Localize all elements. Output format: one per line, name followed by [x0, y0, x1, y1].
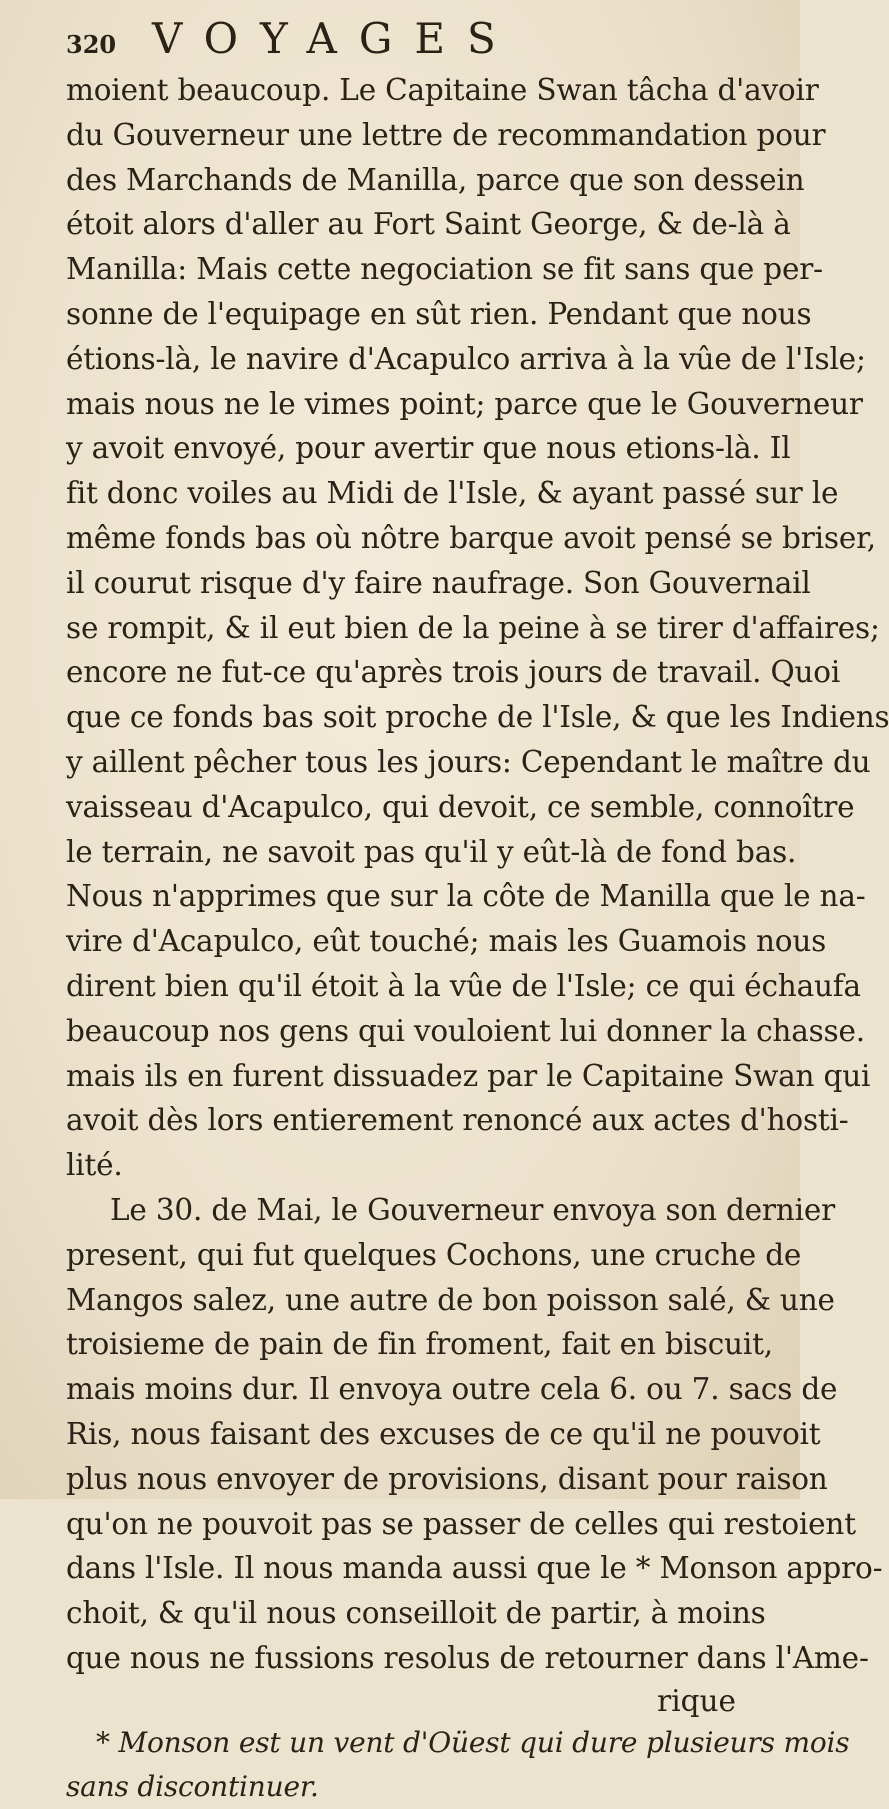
text-line: * Monson est un vent d'Oüest qui dure plusieurs mois — [96, 1725, 850, 1759]
text-line: vaisseau d'Acapulco, qui devoit, ce semble, connoître — [66, 789, 855, 824]
catchword: rique — [657, 1683, 736, 1718]
text-line: se rompit, & il eut bien de la peine à se tirer d'affaires; — [66, 610, 880, 645]
text-line: choit, & qu'il nous conseilloit de partir, à moins — [66, 1596, 766, 1631]
page-number: 320 — [66, 30, 117, 59]
text-line: étions-là, le navire d'Acapulco arriva à la vûe de l'Isle; — [66, 341, 866, 376]
text-line: mais ils en furent dissuadez par le Capitaine Swan qui — [66, 1058, 871, 1093]
body-text — [66, 68, 889, 1721]
text-line: le terrain, ne savoit pas qu'il y eût-là de fond bas. — [66, 834, 797, 869]
text-line: avoit dès lors entierement renoncé aux actes d'hosti- — [66, 1103, 849, 1138]
text-line: sonne de l'equipage en sût rien. Pendant que nous — [66, 296, 812, 331]
text-line: fit donc voiles au Midi de l'Isle, & ayant passé sur le — [66, 476, 839, 511]
text-line: Mangos salez, une autre de bon poisson salé, & une — [66, 1282, 835, 1317]
running-head: VOYAGES — [152, 14, 518, 63]
text-line: lité. — [66, 1148, 123, 1183]
text-line: mais moins dur. Il envoya outre cela 6. ou 7. sacs de — [66, 1372, 838, 1407]
text-line: plus nous envoyer de provisions, disant pour raison — [66, 1461, 828, 1496]
text-line: y aillent pêcher tous les jours: Cependant le maître du — [66, 744, 871, 779]
text-line: vire d'Acapulco, eût touché; mais les Guamois nous — [66, 924, 827, 959]
footnote — [66, 1721, 850, 1809]
text-line: y avoit envoyé, pour avertir que nous etions-là. Il — [66, 431, 791, 466]
text-line: du Gouverneur une lettre de recommandation pour — [66, 117, 826, 152]
text-line: Nous n'apprimes que sur la côte de Manilla que le na- — [66, 879, 866, 914]
text-line: dirent bien qu'il étoit à la vûe de l'Isle; ce qui échaufa — [66, 968, 861, 1003]
text-line: qu'on ne pouvoit pas se passer de celles qui restoient — [66, 1506, 856, 1541]
text-line: present, qui fut quelques Cochons, une cruche de — [66, 1237, 802, 1272]
text-line: il courut risque d'y faire naufrage. Son Gouvernail — [66, 565, 811, 600]
text-line: moient beaucoup. Le Capitaine Swan tâcha d'avoir — [66, 73, 819, 107]
text-line: Le 30. de Mai, le Gouverneur envoya son dernier — [110, 1192, 836, 1227]
paragraph-1 — [66, 68, 889, 1188]
text-line: Manilla: Mais cette negociation se fit sans que per- — [66, 252, 823, 287]
text-line: mais nous ne le vimes point; parce que le Gouverneur — [66, 386, 863, 421]
text-line: encore ne fut-ce qu'après trois jours de travail. Quoi — [66, 655, 841, 690]
text-line: que nous ne fussions resolus de retourner dans l'Ame- — [66, 1640, 869, 1675]
text-line: même fonds bas où nôtre barque avoit pensé se briser, — [66, 520, 876, 555]
text-line: sans discontinuer. — [66, 1769, 319, 1803]
text-line: dans l'Isle. Il nous manda aussi que le * Monson appro- — [66, 1551, 883, 1586]
text-line: étoit alors d'aller au Fort Saint George, & de-là à — [66, 207, 791, 242]
text-line: que ce fonds bas soit proche de l'Isle, & que les Indiens — [66, 700, 889, 735]
text-line: des Marchands de Manilla, parce que son dessein — [66, 162, 805, 197]
text-line: troisieme de pain de fin froment, fait en biscuit, — [66, 1327, 773, 1362]
text-line: Ris, nous faisant des excuses de ce qu'il ne pouvoit — [66, 1416, 821, 1451]
text-line: beaucoup nos gens qui vouloient lui donner la chasse. — [66, 1013, 865, 1048]
page-header — [66, 14, 770, 74]
paragraph-2 — [66, 1188, 883, 1681]
